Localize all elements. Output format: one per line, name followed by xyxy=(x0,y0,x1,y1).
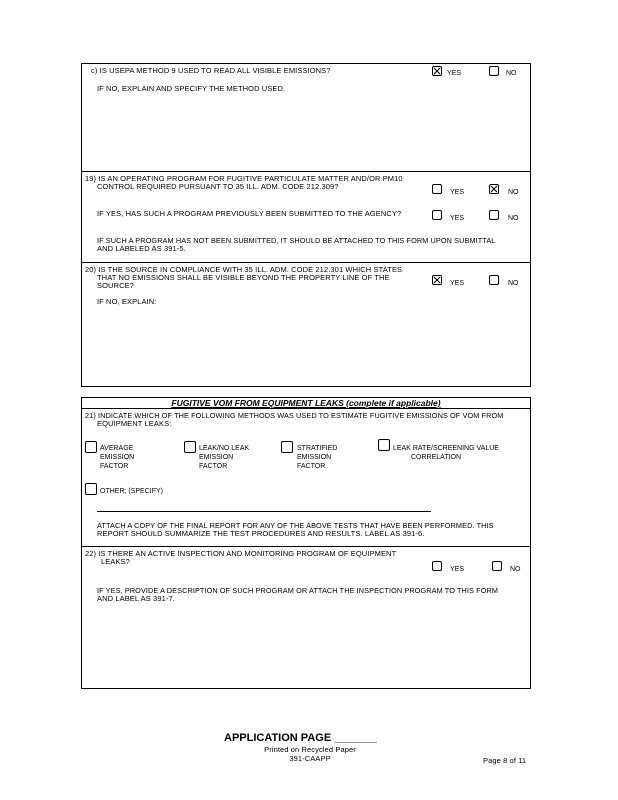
q20-no-label: NO xyxy=(508,280,519,287)
q19-yes-checkbox[interactable] xyxy=(432,184,442,194)
method-average-line1: AVERAGE xyxy=(100,445,134,452)
q20-yes-label: YES xyxy=(450,280,465,287)
divider-19 xyxy=(81,171,531,172)
method-other-checkbox[interactable] xyxy=(85,483,97,495)
checkmark-x-icon xyxy=(490,185,498,193)
q19-sub-yes-label: YES xyxy=(450,215,465,222)
page-number: Page 8 of 11 xyxy=(483,756,527,765)
checkmark-x-icon xyxy=(433,67,441,75)
question-22-line1: 22) IS THERE AN ACTIVE INSPECTION AND MONITORING PROGRAM OF EQUIPMENT xyxy=(85,549,397,558)
q-c-no-checkbox[interactable] xyxy=(489,66,499,76)
q19-sub-no-checkbox[interactable] xyxy=(489,210,499,220)
method-stratified-line1: STRATIFIED xyxy=(297,445,338,452)
question-22-followup-line1: IF YES, PROVIDE A DESCRIPTION OF SUCH PROGRAM OR ATTACH THE INSPECTION PROGRAM TO THIS FORM xyxy=(97,586,499,595)
question-20-line3: SOURCE? xyxy=(97,281,134,290)
question-20-followup: IF NO, EXPLAIN: xyxy=(97,297,157,306)
question-19-note-line1: IF SUCH A PROGRAM HAS NOT BEEN SUBMITTED, IT SHOULD BE ATTACHED TO THIS FORM UPON SUBMITTAL xyxy=(97,236,496,245)
method-leak-no-leak-line2: EMISSION xyxy=(199,454,234,461)
form-number: 391-CAAPP xyxy=(289,754,331,763)
method-stratified-line3: FACTOR xyxy=(297,463,326,470)
question-19-line2: CONTROL REQUIRED PURSUANT TO 35 ILL. ADM. CODE 212.309? xyxy=(97,182,339,191)
q20-yes-checkbox[interactable] xyxy=(432,275,442,285)
method-average-checkbox[interactable] xyxy=(85,441,97,453)
question-c-text: c) IS USEPA METHOD 9 USED TO READ ALL VISIBLE EMISSIONS? xyxy=(91,66,331,75)
vom-section-box xyxy=(81,397,531,689)
vom-title-divider xyxy=(81,408,531,409)
question-19-sub: IF YES, HAS SUCH A PROGRAM PREVIOUSLY BEEN SUBMITTED TO THE AGENCY? xyxy=(97,209,402,218)
method-other-label: OTHER; (SPECIFY) xyxy=(100,488,164,495)
method-stratified-checkbox[interactable] xyxy=(281,441,293,453)
method-average-line2: EMISSION xyxy=(100,454,135,461)
vom-section-title: FUGITIVE VOM FROM EQUIPMENT LEAKS (complete if applicable) xyxy=(171,398,441,408)
method-leak-no-leak-checkbox[interactable] xyxy=(184,441,196,453)
method-leak-no-leak-line1: LEAK/NO LEAK xyxy=(199,445,250,452)
method-leak-rate-line2: CORRELATION xyxy=(411,454,462,461)
question-22-line2: LEAKS? xyxy=(101,557,130,566)
method-average-line3: FACTOR xyxy=(100,463,129,470)
question-21-line1: 21) INDICATE WHICH OF THE FOLLOWING METHODS WAS USED TO ESTIMATE FUGITIVE EMISSIONS OF VOM FROM xyxy=(85,411,504,420)
divider-22 xyxy=(81,546,531,547)
q-c-no-label: NO xyxy=(506,70,517,77)
q19-no-checkbox[interactable] xyxy=(489,184,499,194)
q19-no-label: NO xyxy=(508,189,519,196)
other-specify-line[interactable] xyxy=(97,511,431,512)
application-page-label: APPLICATION PAGE _______ xyxy=(224,732,378,744)
q-c-yes-label: YES xyxy=(447,70,462,77)
method-leak-rate-line1: LEAK RATE/SCREENING VALUE xyxy=(393,445,499,452)
top-section-box xyxy=(81,63,531,387)
question-21-attach-line2: REPORT SHOULD SUMMARIZE THE TEST PROCEDURES AND RESULTS. LABEL AS 391-6. xyxy=(97,529,425,538)
q22-yes-checkbox[interactable] xyxy=(432,561,442,571)
q-c-yes-checkbox[interactable] xyxy=(432,66,442,76)
question-19-note-line2: AND LABELED AS 391-5. xyxy=(97,244,186,253)
method-stratified-line2: EMISSION xyxy=(297,454,332,461)
question-21-attach-line1: ATTACH A COPY OF THE FINAL REPORT FOR ANY OF THE ABOVE TESTS THAT HAVE BEEN PERFORMED. THIS xyxy=(97,521,494,530)
method-leak-no-leak-line3: FACTOR xyxy=(199,463,228,470)
recycled-paper-note: Printed on Recycled Paper xyxy=(264,745,356,754)
q19-yes-label: YES xyxy=(450,189,465,196)
question-20-line2: THAT NO EMISSIONS SHALL BE VISIBLE BEYOND THE PROPERTY LINE OF THE xyxy=(97,273,390,282)
divider-20 xyxy=(81,262,531,263)
q19-sub-no-label: NO xyxy=(508,215,519,222)
question-19-line1: 19) IS AN OPERATING PROGRAM FOR FUGITIVE PARTICULATE MATTER AND/OR PM10 xyxy=(85,174,403,183)
question-20-line1: 20) IS THE SOURCE IN COMPLIANCE WITH 35 ILL. ADM. CODE 212.301 WHICH STATES xyxy=(85,265,403,274)
q22-no-checkbox[interactable] xyxy=(492,561,502,571)
question-22-followup-line2: AND LABEL AS 391-7. xyxy=(97,594,175,603)
question-21-line2: EQUIPMENT LEAKS: xyxy=(97,419,172,428)
checkmark-x-icon xyxy=(433,276,441,284)
question-c-followup: IF NO, EXPLAIN AND SPECIFY THE METHOD USED. xyxy=(97,84,286,93)
q22-no-label: NO xyxy=(510,566,521,573)
q22-yes-label: YES xyxy=(450,566,465,573)
q19-sub-yes-checkbox[interactable] xyxy=(432,210,442,220)
q20-no-checkbox[interactable] xyxy=(489,275,499,285)
method-leak-rate-checkbox[interactable] xyxy=(378,439,390,451)
